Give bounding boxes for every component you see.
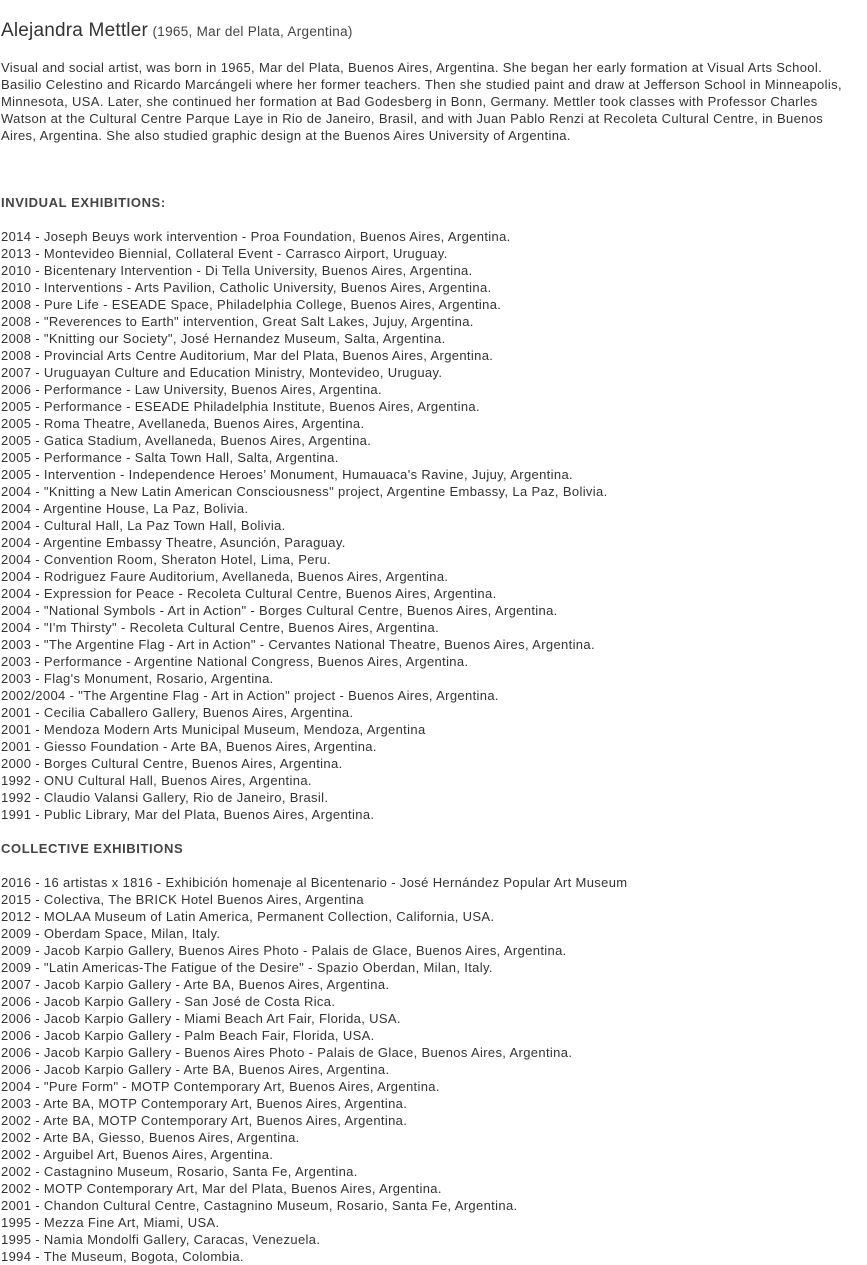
collective-exhibition-item: 2006 - Jacob Karpio Gallery - Buenos Aires Photo - Palais de Glace, Buenos Aires, Argentina.: [1, 1045, 573, 1060]
collective-exhibition-item: 2003 - Arte BA, MOTP Contemporary Art, Buenos Aires, Argentina.: [1, 1096, 408, 1111]
artist-biography: Visual and social artist, was born in 1965, Mar del Plata, Buenos Aires, Argentina. She began her early formation at Visual Arts School. Basilio Celestino and Ricardo Marcángeli where her former teachers. Then she studied paint and draw at Jefferson School in Minneapolis, Minnesota, USA. Later, she continued her formation at Bad Godesberg in Bonn, Germany. Mettler took classes with Professor Charles Watson at the Cultural Centre Parque Laye in Rio de Janeiro, Brasil, and with Juan Pablo Renzi at Recoleta Cultural Centre, in Buenos Aires, Argentina. She also studied graphic design at the Buenos Aires University of Argentina.: [1, 60, 842, 143]
collective-exhibition-item: 2012 - MOLAA Museum of Latin America, Permanent Collection, California, USA.: [1, 909, 495, 924]
individual-exhibition-item: 2001 - Mendoza Modern Arts Municipal Museum, Mendoza, Argentina: [1, 722, 426, 737]
individual-exhibition-item: 2004 - Rodriguez Faure Auditorium, Avellaneda, Buenos Aires, Argentina.: [1, 569, 449, 584]
collective-exhibition-item: 2015 - Colectiva, The BRICK Hotel Buenos Aires, Argentina: [1, 892, 364, 907]
collective-exhibition-item: 2009 - Jacob Karpio Gallery, Buenos Aires Photo - Palais de Glace, Buenos Aires, Argentina.: [1, 943, 567, 958]
collective-exhibitions-list: [1, 874, 627, 1265]
individual-exhibition-item: 2004 - "Knitting a New Latin American Consciousness" project, Argentine Embassy, La Paz, Bolivia.: [1, 484, 608, 499]
collective-exhibition-item: 2009 - Oberdam Space, Milan, Italy.: [1, 926, 221, 941]
collective-exhibition-item: 2002 - Castagnino Museum, Rosario, Santa Fe, Argentina.: [1, 1164, 358, 1179]
artist-name: Alejandra Mettler: [1, 20, 149, 41]
individual-exhibition-item: 2007 - Uruguayan Culture and Education Ministry, Montevideo, Uruguay.: [1, 365, 443, 380]
individual-exhibition-item: 2004 - Cultural Hall, La Paz Town Hall, Bolivia.: [1, 518, 286, 533]
collective-exhibition-item: 1994 - The Museum, Bogota, Colombia.: [1, 1249, 244, 1264]
individual-exhibitions-heading: INVIDUAL EXHIBITIONS:: [1, 195, 166, 210]
collective-exhibition-item: 2006 - Jacob Karpio Gallery - Miami Beach Art Fair, Florida, USA.: [1, 1011, 401, 1026]
collective-exhibition-item: 2004 - "Pure Form" - MOTP Contemporary Art, Buenos Aires, Argentina.: [1, 1079, 440, 1094]
individual-exhibition-item: 2008 - "Reverences to Earth" intervention, Great Salt Lakes, Jujuy, Argentina.: [1, 314, 474, 329]
individual-exhibition-item: 2004 - Expression for Peace - Recoleta Cultural Centre, Buenos Aires, Argentina.: [1, 586, 497, 601]
collective-exhibition-item: 2009 - "Latin Americas-The Fatigue of the Desire" - Spazio Oberdan, Milan, Italy.: [1, 960, 493, 975]
individual-exhibition-item: 2010 - Interventions - Arts Pavilion, Catholic University, Buenos Aires, Argentina.: [1, 280, 492, 295]
individual-exhibition-item: 1991 - Public Library, Mar del Plata, Buenos Aires, Argentina.: [1, 807, 375, 822]
collective-exhibition-item: 2006 - Jacob Karpio Gallery - Palm Beach Fair, Florida, USA.: [1, 1028, 375, 1043]
collective-exhibition-item: 2006 - Jacob Karpio Gallery - Arte BA, Buenos Aires, Argentina.: [1, 1062, 390, 1077]
individual-exhibition-item: 2004 - "I'm Thirsty" - Recoleta Cultural Centre, Buenos Aires, Argentina.: [1, 620, 440, 635]
individual-exhibition-item: 2005 - Performance - ESEADE Philadelphia Institute, Buenos Aires, Argentina.: [1, 399, 480, 414]
individual-exhibition-item: 2005 - Performance - Salta Town Hall, Salta, Argentina.: [1, 450, 339, 465]
individual-exhibition-item: 2014 - Joseph Beuys work intervention - Proa Foundation, Buenos Aires, Argentina.: [1, 229, 511, 244]
collective-exhibition-item: 2002 - Arguibel Art, Buenos Aires, Argentina.: [1, 1147, 274, 1162]
collective-exhibition-item: 2002 - Arte BA, MOTP Contemporary Art, Buenos Aires, Argentina.: [1, 1113, 408, 1128]
collective-exhibition-item: 2001 - Chandon Cultural Centre, Castagnino Museum, Rosario, Santa Fe, Argentina.: [1, 1198, 518, 1213]
individual-exhibition-item: 1992 - ONU Cultural Hall, Buenos Aires, Argentina.: [1, 773, 312, 788]
individual-exhibition-item: 2000 - Borges Cultural Centre, Buenos Aires, Argentina.: [1, 756, 343, 771]
individual-exhibition-item: 2004 - Argentine Embassy Theatre, Asunción, Paraguay.: [1, 535, 346, 550]
collective-exhibition-item: 2016 - 16 artistas x 1816 - Exhibición homenaje al Bicentenario - José Hernández Popular Art Museum: [1, 875, 628, 890]
collective-exhibition-item: 2006 - Jacob Karpio Gallery - San José de Costa Rica.: [1, 994, 336, 1009]
collective-exhibitions-heading: COLLECTIVE EXHIBITIONS: [1, 841, 184, 856]
collective-exhibition-item: 1995 - Mezza Fine Art, Miami, USA.: [1, 1215, 220, 1230]
individual-exhibition-item: 2005 - Intervention - Independence Heroes’ Monument, Humauaca's Ravine, Jujuy, Argentina.: [1, 467, 574, 482]
individual-exhibition-item: 2002/2004 - "The Argentine Flag - Art in Action" project - Buenos Aires, Argentina.: [1, 688, 499, 703]
individual-exhibition-item: 1992 - Claudio Valansi Gallery, Rio de Janeiro, Brasil.: [1, 790, 329, 805]
artist-title: [1, 20, 353, 43]
individual-exhibition-item: 2001 - Giesso Foundation - Arte BA, Buenos Aires, Argentina.: [1, 739, 377, 754]
artist-birth-info: (1965, Mar del Plata, Argentina): [152, 24, 353, 39]
individual-exhibition-item: 2013 - Montevideo Biennial, Collateral Event - Carrasco Airport, Uruguay.: [1, 246, 448, 261]
individual-exhibition-item: 2010 - Bicentenary Intervention - Di Tella University, Buenos Aires, Argentina.: [1, 263, 473, 278]
individual-exhibition-item: 2003 - Flag's Monument, Rosario, Argentina.: [1, 671, 274, 686]
individual-exhibition-item: 2005 - Gatica Stadium, Avellaneda, Buenos Aires, Argentina.: [1, 433, 372, 448]
individual-exhibition-item: 2001 - Cecilia Caballero Gallery, Buenos Aires, Argentina.: [1, 705, 354, 720]
collective-exhibition-item: 1995 - Namia Mondolfi Gallery, Caracas, Venezuela.: [1, 1232, 321, 1247]
collective-exhibition-item: 2002 - MOTP Contemporary Art, Mar del Plata, Buenos Aires, Argentina.: [1, 1181, 442, 1196]
individual-exhibition-item: 2005 - Roma Theatre, Avellaneda, Buenos Aires, Argentina.: [1, 416, 365, 431]
individual-exhibition-item: 2006 - Performance - Law University, Buenos Aires, Argentina.: [1, 382, 382, 397]
collective-exhibition-item: 2007 - Jacob Karpio Gallery - Arte BA, Buenos Aires, Argentina.: [1, 977, 390, 992]
individual-exhibition-item: 2004 - Convention Room, Sheraton Hotel, Lima, Peru.: [1, 552, 332, 567]
individual-exhibition-item: 2008 - Pure Life - ESEADE Space, Philadelphia College, Buenos Aires, Argentina.: [1, 297, 502, 312]
individual-exhibition-item: 2003 - "The Argentine Flag - Art in Action" - Cervantes National Theatre, Buenos Aires, Argentina.: [1, 637, 595, 652]
collective-exhibition-item: 2002 - Arte BA, Giesso, Buenos Aires, Argentina.: [1, 1130, 300, 1145]
individual-exhibition-item: 2003 - Performance - Argentine National Congress, Buenos Aires, Argentina.: [1, 654, 469, 669]
individual-exhibitions-list: [1, 228, 608, 823]
individual-exhibition-item: 2004 - Argentine House, La Paz, Bolivia.: [1, 501, 249, 516]
individual-exhibition-item: 2004 - "National Symbols - Art in Action" - Borges Cultural Centre, Buenos Aires, Argentina.: [1, 603, 558, 618]
individual-exhibition-item: 2008 - Provincial Arts Centre Auditorium, Mar del Plata, Buenos Aires, Argentina.: [1, 348, 494, 363]
individual-exhibition-item: 2008 - "Knitting our Society", José Hernandez Museum, Salta, Argentina.: [1, 331, 446, 346]
